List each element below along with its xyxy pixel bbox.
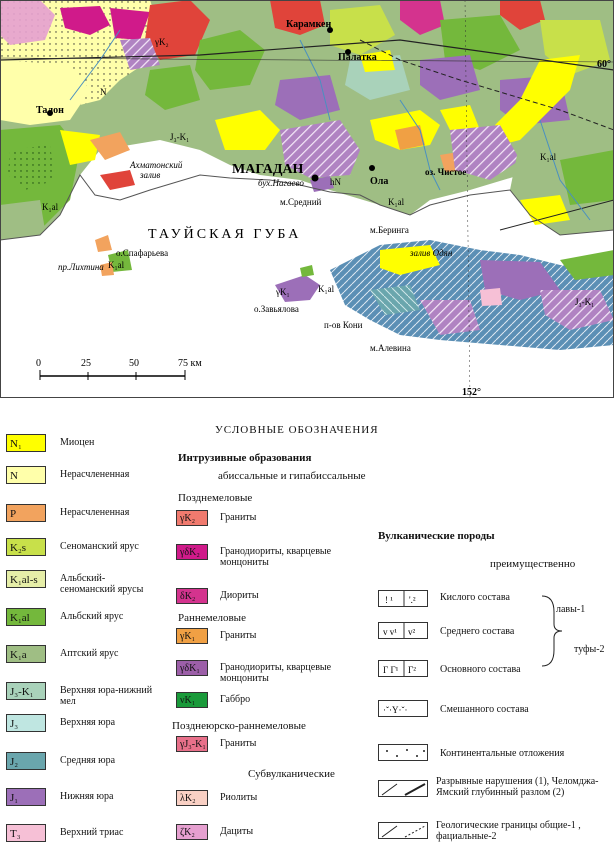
label-tuffs: туфы-2 bbox=[574, 644, 605, 655]
bay-akhmatonsky: Ахматонский bbox=[130, 160, 183, 170]
legend-title: УСЛОВНЫЕ ОБОЗНАЧЕНИЯ bbox=[215, 424, 379, 436]
legend-label-9: Средняя юра bbox=[60, 755, 116, 766]
legend-label-4: Альбский-сеноманский ярусы bbox=[60, 573, 144, 595]
intrusive-label-2: Диориты bbox=[220, 590, 259, 601]
svg-text:Г²: Г² bbox=[408, 665, 416, 675]
swatch-continental bbox=[378, 744, 428, 761]
svg-text:! ¹: ! ¹ bbox=[385, 595, 393, 605]
code-label: K₁al bbox=[388, 197, 405, 207]
svg-text:0: 0 bbox=[36, 358, 41, 369]
legend-label-10: Нижняя юра bbox=[60, 791, 114, 802]
code-label: K₁al bbox=[42, 202, 59, 212]
svg-text:Г Г¹: Г Г¹ bbox=[383, 665, 399, 675]
intrusive-label-3: Граниты bbox=[220, 630, 257, 641]
code-label: J₃-K₁ bbox=[170, 132, 190, 142]
town-karamken: Карамкен bbox=[286, 19, 332, 30]
peninsula-koni: п-ов Кони bbox=[324, 320, 363, 330]
intrusive-swatch-2: δK₂ bbox=[176, 588, 208, 604]
legend-swatch-8: J₃ bbox=[6, 714, 46, 732]
code-label: J₃-K₁ bbox=[575, 297, 595, 307]
label-basic: Основного состава bbox=[440, 664, 521, 675]
legend-swatch-6: K₁a bbox=[6, 645, 46, 663]
early-cretaceous-heading: Раннемеловые bbox=[178, 612, 246, 624]
intrusive-swatch-3: γK₁ bbox=[176, 628, 208, 644]
cape-alevina: м.Алевина bbox=[370, 343, 411, 353]
label-lavas: лавы-1 bbox=[556, 604, 586, 615]
swatch-boundaries bbox=[378, 822, 428, 839]
volcanic-sub: преимущественно bbox=[490, 558, 576, 570]
code-label: N bbox=[100, 87, 107, 97]
intrusive-label-5: Габбро bbox=[220, 694, 251, 705]
legend bbox=[0, 398, 614, 847]
town-ola: Ола bbox=[370, 176, 389, 187]
intrusive-swatch-4: γδK₁ bbox=[176, 660, 208, 676]
bay-odyan: залив Одян bbox=[410, 248, 453, 258]
svg-text:v²: v² bbox=[408, 627, 416, 637]
legend-label-2: Нерасчлененная bbox=[60, 507, 130, 518]
legend-label-8: Верхняя юра bbox=[60, 717, 116, 728]
lake-chistoe: оз. Чистое bbox=[425, 167, 467, 177]
swatch-acid bbox=[378, 590, 428, 607]
intrusive-label-7: Риолиты bbox=[220, 792, 258, 803]
swatch-basic bbox=[378, 660, 428, 677]
intrusive-heading: Интрузивные образования bbox=[178, 452, 312, 464]
cape-sredny: м.Средний bbox=[280, 197, 322, 207]
brace bbox=[540, 594, 570, 668]
intrusive-label-8: Дациты bbox=[220, 826, 254, 837]
geological-map bbox=[0, 0, 614, 398]
legend-label-3: Сеноманский ярус bbox=[60, 541, 139, 552]
bay-zaliv: залив bbox=[140, 170, 161, 180]
legend-swatch-10: J₁ bbox=[6, 788, 46, 806]
svg-text:'.²: '.² bbox=[409, 595, 416, 605]
intrusive-swatch-1: γδK₂ bbox=[176, 544, 208, 560]
code-label: γK₁ bbox=[276, 287, 290, 297]
cape-beringa: м.Беринга bbox=[370, 225, 409, 235]
svg-text:75 км: 75 км bbox=[178, 358, 202, 369]
legend-label-1: Нерасчлененная bbox=[60, 469, 130, 480]
sea-tauyskaya: ТАУЙСКАЯ ГУБА bbox=[148, 227, 302, 242]
volcanic-heading: Вулканические породы bbox=[378, 530, 495, 542]
late-jurassic-heading: Позднеюрско-раннемеловые bbox=[172, 720, 306, 732]
intrusive-label-4: Гранодиориты, кварцевые монцониты bbox=[220, 662, 332, 684]
svg-text:50: 50 bbox=[129, 358, 139, 369]
subvolcanic-heading: Субвулканические bbox=[248, 768, 335, 780]
legend-label-7: Верхняя юра-нижний мел bbox=[60, 685, 153, 707]
code-label: γK₂ bbox=[155, 37, 169, 47]
island-spafareva: о.Спафарьева bbox=[116, 248, 169, 258]
label-mixed: Смешанного состава bbox=[440, 704, 529, 715]
town-palatka: Палатка bbox=[338, 52, 377, 63]
svg-text:·ˇ·Y·ˇ·: ·ˇ·Y·ˇ· bbox=[383, 705, 408, 715]
bay-nagaevo: бух.Нагаево bbox=[258, 178, 304, 188]
code-label: hN bbox=[330, 177, 341, 187]
code-label: K₁al bbox=[540, 152, 557, 162]
svg-text:25: 25 bbox=[81, 358, 91, 369]
code-label: K₁al bbox=[108, 260, 125, 270]
intrusive-swatch-6: γJ₃-K₁ bbox=[176, 736, 208, 752]
intrusive-swatch-0: γK₂ bbox=[176, 510, 208, 526]
svg-text:v v¹: v v¹ bbox=[383, 627, 397, 637]
intrusive-swatch-8: ζK₂ bbox=[176, 824, 208, 840]
intrusive-label-0: Граниты bbox=[220, 512, 257, 523]
late-cretaceous-heading: Позднемеловые bbox=[178, 492, 253, 504]
swatch-mixed bbox=[378, 700, 428, 717]
legend-swatch-7: J₃-K₁ bbox=[6, 682, 46, 700]
legend-label-11: Верхний триас bbox=[60, 827, 124, 838]
strait-pikhtyn: пр.Лихтина bbox=[58, 262, 104, 272]
intrusive-swatch-7: λK₂ bbox=[176, 790, 208, 806]
intrusive-swatch-5: νK₁ bbox=[176, 692, 208, 708]
legend-swatch-5: K₁al bbox=[6, 608, 46, 626]
label-acid: Кислого состава bbox=[440, 592, 510, 603]
intrusive-label-1: Гранодиориты, кварцевые монцониты bbox=[220, 546, 332, 568]
swatch-faults bbox=[378, 780, 428, 797]
legend-label-0: Миоцен bbox=[60, 437, 95, 448]
legend-swatch-11: T₃ bbox=[6, 824, 46, 842]
swatch-medium bbox=[378, 622, 428, 639]
longitude-label: 152° bbox=[462, 387, 481, 398]
latitude-label: 60° bbox=[597, 59, 611, 70]
legend-swatch-2: P bbox=[6, 504, 46, 522]
intrusive-label-6: Граниты bbox=[220, 738, 257, 749]
label-medium: Среднего состава bbox=[440, 626, 515, 637]
code-label: K₁al bbox=[318, 284, 335, 294]
label-boundaries: Геологические границы общие-1 , фациальные-2 bbox=[436, 820, 581, 842]
town-talon: Талон bbox=[36, 105, 64, 116]
legend-swatch-4: K₁al-s bbox=[6, 570, 46, 588]
legend-swatch-0: N₁ bbox=[6, 434, 46, 452]
label-faults: Разрывные нарушения (1), Челомджа-Ямский глубинный разлом (2) bbox=[436, 776, 599, 798]
legend-swatch-9: J₂ bbox=[6, 752, 46, 770]
island-zavyalova: о.Завьялова bbox=[254, 304, 299, 314]
city-magadan: МАГАДАН bbox=[232, 162, 304, 177]
legend-label-6: Аптский ярус bbox=[60, 648, 119, 659]
intrusive-sub: абиссальные и гипабиссальные bbox=[218, 470, 366, 482]
label-continental: Континентальные отложения bbox=[440, 748, 565, 759]
legend-label-5: Альбский ярус bbox=[60, 611, 124, 622]
legend-swatch-1: N bbox=[6, 466, 46, 484]
legend-swatch-3: K₂s bbox=[6, 538, 46, 556]
